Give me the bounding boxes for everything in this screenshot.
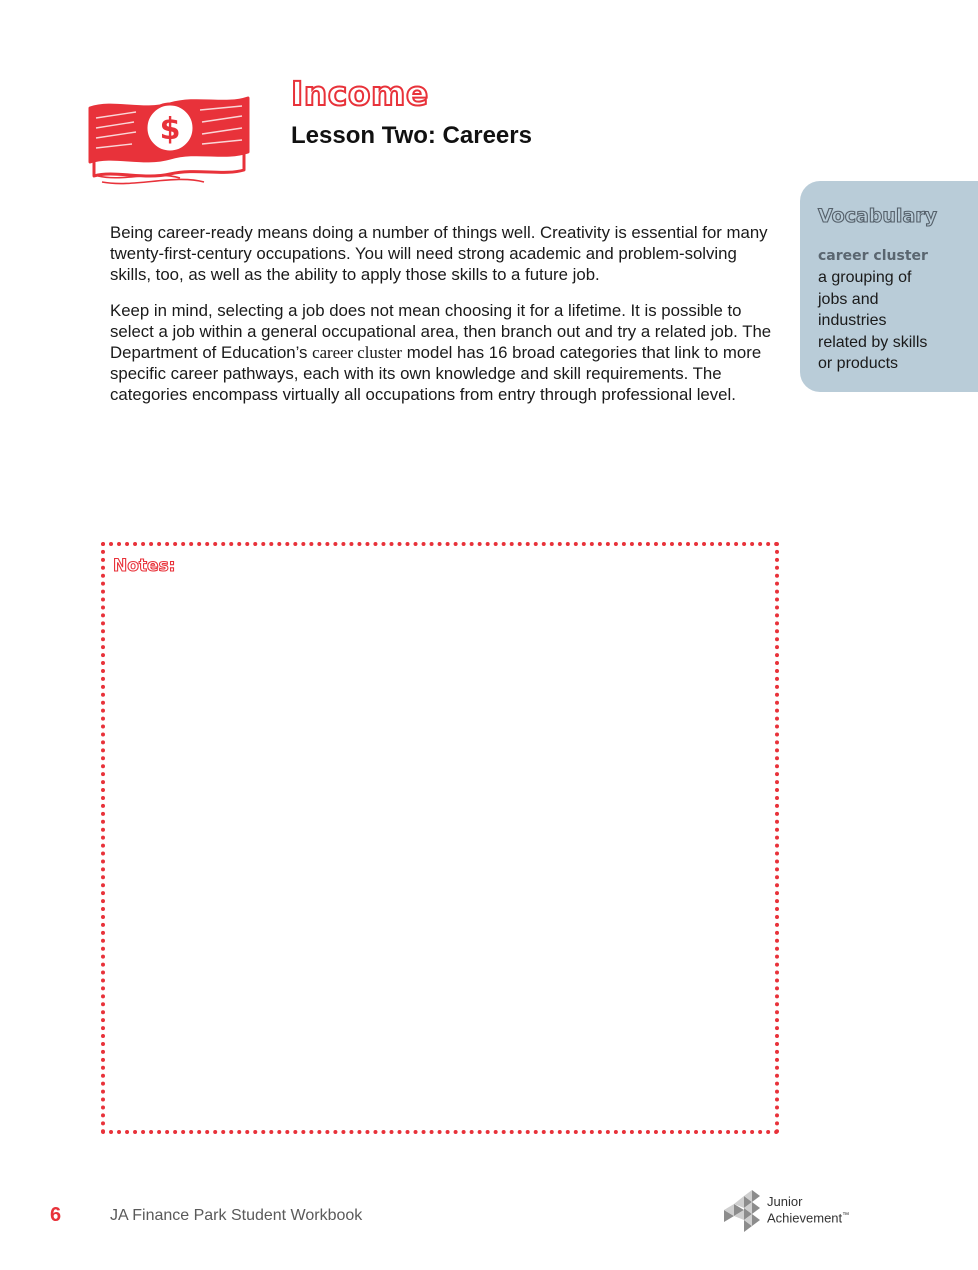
svg-text:$: $ <box>159 112 181 147</box>
logo-achievement-word: Achievement <box>767 1210 843 1226</box>
paragraph-career-cluster <box>110 300 778 406</box>
junior-achievement-logo-icon <box>722 1188 768 1232</box>
paragraph-career-ready: Being career-ready means doing a number of things well. Creativity is essential for many twenty-first-century occupations. You will need strong academic and problem-solving skills, too, as well as the ability to apply those skills to a future job. <box>110 223 768 285</box>
paragraph-text-end: model has 16 broad categories that link to more specific career pathways, each with its own knowledge and skill requirements. The categories encompass virtually all occupations from entry through professional level. <box>110 343 762 405</box>
workbook-title: JA Finance Park Student Workbook <box>110 1207 363 1224</box>
vocabulary-panel <box>800 181 978 392</box>
money-icon <box>84 78 252 190</box>
vocabulary-heading: Vocabulary <box>818 205 938 227</box>
career-cluster-term: career cluster <box>312 343 403 363</box>
notes-label: Notes: <box>113 556 176 576</box>
lesson-title: Lesson Two: Careers <box>291 122 532 149</box>
lesson-body <box>110 222 778 420</box>
section-title: Income <box>291 74 429 113</box>
vocabulary-definition: a grouping of jobs and industries related by skills or products <box>818 269 928 372</box>
vocabulary-term: career cluster <box>818 248 928 264</box>
logo-trademark: ™ <box>842 1212 850 1219</box>
notes-box[interactable] <box>101 542 779 1134</box>
logo-line-achievement <box>767 1209 849 1225</box>
page-number: 6 <box>50 1204 62 1226</box>
logo-line-junior: Junior <box>767 1194 803 1209</box>
junior-achievement-logo-text <box>767 1195 849 1225</box>
paragraph-text-start: Keep in mind, selecting a job does not mean choosing it for a lifetime. It is possible to select a job within a general occupational area, then branch out and try a related job. The Department of Education’s <box>110 300 772 363</box>
